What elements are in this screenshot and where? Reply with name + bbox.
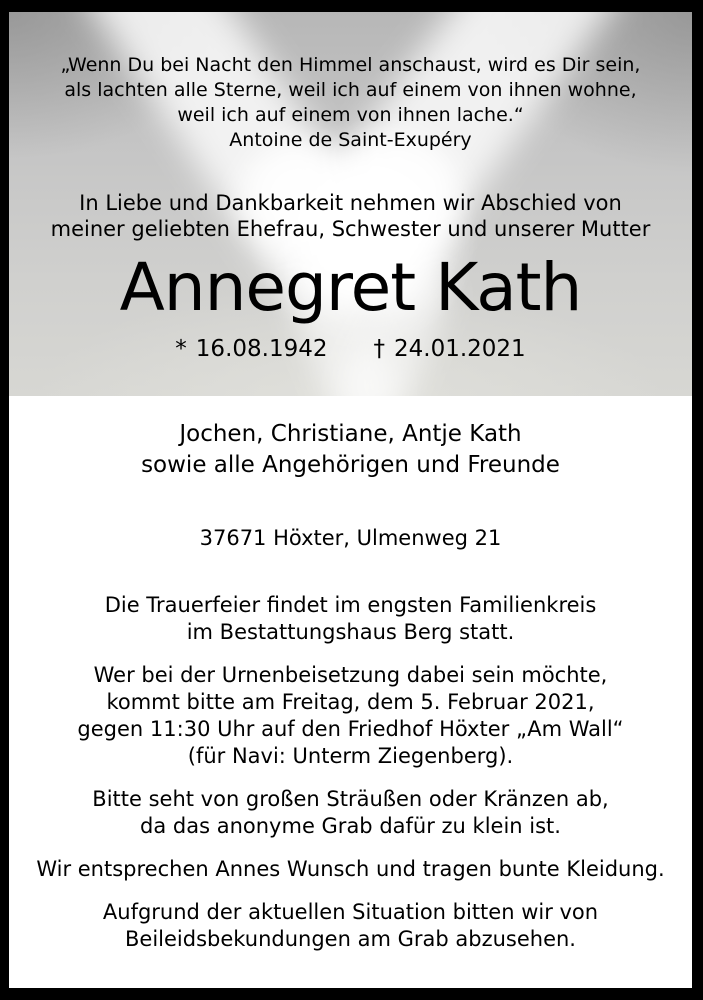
death-cross-icon: † xyxy=(373,336,385,362)
quote-line: als lachten alle Sterne, weil ich auf einem von ihnen wohne, xyxy=(64,79,637,101)
memorial-photo xyxy=(9,12,692,396)
birth-star-icon: * xyxy=(175,336,187,362)
paragraph-line: Bitte seht von großen Sträußen oder Kränzen ab, xyxy=(92,787,609,811)
quote-line: weil ich auf einem von ihnen lache.“ xyxy=(177,104,524,126)
paragraph-clothing-wish xyxy=(9,856,692,883)
mourners-line: sowie alle Angehörigen und Freunde xyxy=(141,452,560,478)
paragraph-line: Wer bei der Urnenbeisetzung dabei sein möchte, xyxy=(93,663,608,687)
paragraph-line: Die Trauerfeier findet im engsten Familienkreis xyxy=(104,593,597,617)
paragraph-urn-burial xyxy=(9,662,692,770)
quote-attribution: Antoine de Saint-Exupéry xyxy=(229,129,472,151)
paragraph-line: Aufgrund der aktuellen Situation bitten wir von xyxy=(102,900,599,924)
paragraph-line: kommt bitte am Freitag, dem 5. Februar 2021, xyxy=(106,690,595,714)
birth-date: 16.08.1942 xyxy=(195,336,328,362)
memorial-quote xyxy=(9,53,692,153)
paragraph-line: im Bestattungshaus Berg statt. xyxy=(186,620,515,644)
paragraph-flowers-request xyxy=(9,786,692,840)
mourners-line: Jochen, Christiane, Antje Kath xyxy=(179,421,522,447)
photo-text-block xyxy=(9,12,692,364)
death-date: 24.01.2021 xyxy=(394,336,526,362)
farewell-intro xyxy=(9,190,692,242)
mourners-names xyxy=(9,419,692,481)
announcement-paragraphs xyxy=(9,592,692,953)
birth-date-group xyxy=(175,334,327,364)
obituary-card xyxy=(9,12,692,988)
death-date-group xyxy=(374,334,526,364)
announcement-section xyxy=(9,419,692,953)
intro-line: meiner geliebten Ehefrau, Schwester und unserer Mutter xyxy=(50,217,651,241)
paragraph-line: da das anonyme Grab dafür zu klein ist. xyxy=(140,814,561,838)
paragraph-line: Wir entsprechen Annes Wunsch und tragen bunte Kleidung. xyxy=(36,857,665,881)
paragraph-line: Beileidsbekundungen am Grab abzusehen. xyxy=(125,927,576,951)
life-dates xyxy=(9,334,692,364)
paragraph-condolences-note xyxy=(9,899,692,953)
paragraph-funeral-service xyxy=(9,592,692,646)
paragraph-line: gegen 11:30 Uhr auf den Friedhof Höxter „Am Wall“ xyxy=(77,717,624,741)
address-line: 37671 Höxter, Ulmenweg 21 xyxy=(199,526,502,550)
paragraph-line: (für Navi: Unterm Ziegenberg). xyxy=(187,744,514,768)
intro-line: In Liebe und Dankbarkeit nehmen wir Abschied von xyxy=(79,191,622,215)
deceased-name: Annegret Kath xyxy=(119,249,582,326)
quote-line: „Wenn Du bei Nacht den Himmel anschaust, wird es Dir sein, xyxy=(60,54,641,76)
